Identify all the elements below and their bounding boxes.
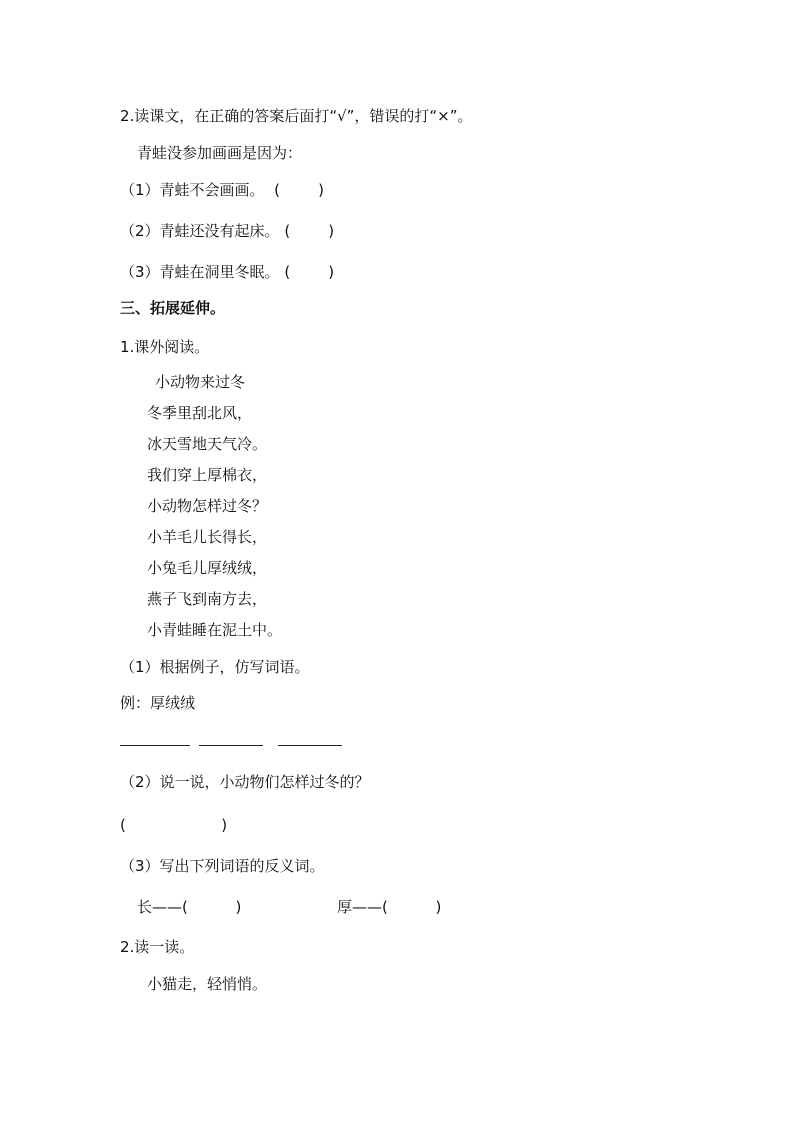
poem-line: 小动物怎样过冬？ xyxy=(147,497,268,515)
q2-option-1: （1）青蛙不会画画。 ( ) xyxy=(120,181,324,199)
read-intro: 2.读一读。 xyxy=(120,938,195,956)
answer-blank-3[interactable] xyxy=(278,745,342,746)
answer-blank-2[interactable] xyxy=(199,745,263,746)
section-heading: 三、拓展延伸。 xyxy=(120,299,226,317)
q2-option-2: （2）青蛙还没有起床。 ( ) xyxy=(120,222,335,240)
reading-intro: 1.课外阅读。 xyxy=(120,338,210,356)
poem-line: 小羊毛儿长得长， xyxy=(147,528,268,546)
answer-blank-1[interactable] xyxy=(120,745,190,746)
poem-line: 小兔毛儿厚绒绒， xyxy=(147,559,268,577)
q2-instruction: 2.读课文，在正确的答案后面打“√”，错误的打“×”。 xyxy=(120,107,473,125)
poem-line: 冰天雪地天气冷。 xyxy=(147,435,268,453)
antonym-long[interactable]: 长——( ) xyxy=(137,898,242,916)
read-line: 小猫走，轻悄悄。 xyxy=(147,975,268,993)
q2-prompt: 青蛙没参加画画是因为： xyxy=(137,144,303,162)
poem-line: 燕子飞到南方去， xyxy=(147,590,268,608)
q2-option-3: （3）青蛙在洞里冬眠。 ( ) xyxy=(120,263,335,281)
antonym-thick[interactable]: 厚——( ) xyxy=(337,898,442,916)
sub-question-1: （1）根据例子，仿写词语。 xyxy=(120,658,310,676)
sub-question-2-answer[interactable]: ( ) xyxy=(120,816,228,834)
sub-question-3: （3）写出下列词语的反义词。 xyxy=(120,857,325,875)
example-word: 例：厚绒绒 xyxy=(120,694,196,712)
poem-line: 小青蛙睡在泥土中。 xyxy=(147,621,283,639)
sub-question-2: （2）说一说，小动物们怎样过冬的？ xyxy=(120,773,370,791)
poem-title: 小动物来过冬 xyxy=(155,373,246,391)
poem-line: 冬季里刮北风， xyxy=(147,404,253,422)
poem-line: 我们穿上厚棉衣， xyxy=(147,466,268,484)
